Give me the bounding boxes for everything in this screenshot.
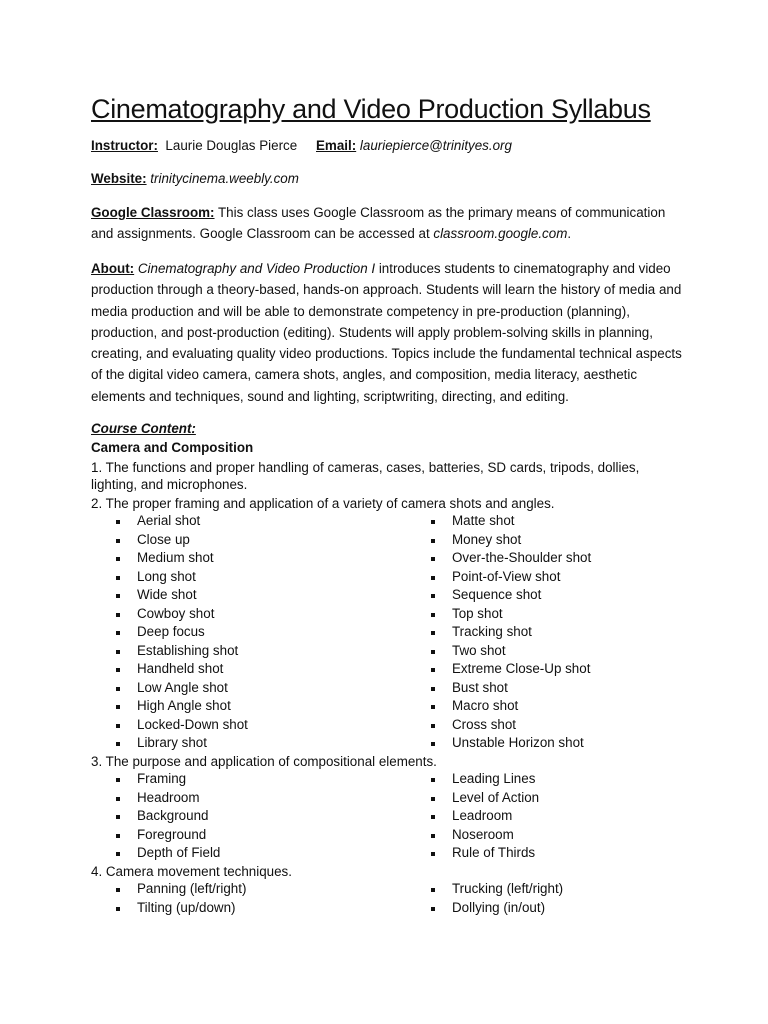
instructor-name: Laurie Douglas Pierce [165, 138, 298, 153]
list-item: Top shot [431, 605, 591, 624]
page-title: Cinematography and Video Production Syllabus [91, 94, 651, 124]
camera-composition-heading: Camera and Composition [91, 440, 254, 455]
movement-list-left [116, 880, 246, 917]
list-item: Tracking shot [431, 623, 591, 642]
list-item: Sequence shot [431, 586, 591, 605]
google-classroom-link: classroom.google.com [433, 226, 568, 242]
instructor-line [91, 137, 297, 155]
list-item: Matte shot [431, 512, 591, 531]
list-item: Bust shot [431, 679, 591, 698]
list-item: Tilting (up/down) [116, 899, 246, 918]
list-item: Framing [116, 770, 220, 789]
content-item-1: 1. The functions and proper handling of cameras, cases, batteries, SD cards, tripods, dollies, lighting, and microphones. [91, 460, 640, 492]
email-label: Email: [316, 138, 357, 153]
about-paragraph [91, 258, 689, 407]
list-item: Rule of Thirds [431, 844, 539, 863]
google-classroom-paragraph [91, 202, 689, 245]
course-content-heading: Course Content: [91, 421, 196, 436]
list-item: Depth of Field [116, 844, 220, 863]
list-item: Money shot [431, 531, 591, 550]
instructor-label: Instructor: [91, 138, 158, 153]
list-item: Deep focus [116, 623, 248, 642]
list-item: Two shot [431, 642, 591, 661]
composition-list-right [431, 770, 539, 863]
list-item: Aerial shot [116, 512, 248, 531]
list-item: Panning (left/right) [116, 880, 246, 899]
list-item: Handheld shot [116, 660, 248, 679]
list-item: Point-of-View shot [431, 568, 591, 587]
content-item-2: 2. The proper framing and application of a variety of camera shots and angles. [91, 496, 555, 511]
shots-list-left [116, 512, 248, 753]
list-item: Trucking (left/right) [431, 880, 563, 899]
shots-list-right [431, 512, 591, 753]
list-item: Leadroom [431, 807, 539, 826]
about-label: About: [91, 261, 135, 276]
list-item: Locked-Down shot [116, 716, 248, 735]
list-item: Cowboy shot [116, 605, 248, 624]
list-item: Background [116, 807, 220, 826]
list-item: Extreme Close-Up shot [431, 660, 591, 679]
google-classroom-label: Google Classroom: [91, 205, 215, 220]
list-item: Noseroom [431, 826, 539, 845]
list-item: Long shot [116, 568, 248, 587]
about-text: introduces students to cinematography and video production through a theory-based, hands-on approach. Students will learn the history of media and media production and will be able to demonstrate competency in pre-production (planning), production, and post-production (editing). Students will apply problem-solving skills in planning, creating, and evaluating quality video productions. Topics include the fundamental technical aspects of the digital video camera, camera shots, angles, and composition, media literacy, aesthetic elements and techniques, sound and lighting, scriptwriting, directing, and editing. [91, 261, 682, 404]
content-item-4: 4. Camera movement techniques. [91, 864, 292, 879]
website-value: trinitycinema.weebly.com [150, 171, 299, 186]
list-item: Wide shot [116, 586, 248, 605]
list-item: Macro shot [431, 697, 591, 716]
list-item: Close up [116, 531, 248, 550]
website-label: Website: [91, 171, 147, 186]
list-item: Establishing shot [116, 642, 248, 661]
about-course-name: Cinematography and Video Production I [137, 261, 376, 276]
list-item: Dollying (in/out) [431, 899, 563, 918]
list-item: Level of Action [431, 789, 539, 808]
list-item: Cross shot [431, 716, 591, 735]
composition-list-left [116, 770, 220, 863]
google-classroom-end: . [567, 226, 572, 242]
list-item: Low Angle shot [116, 679, 248, 698]
list-item: High Angle shot [116, 697, 248, 716]
list-item: Foreground [116, 826, 220, 845]
list-item: Library shot [116, 734, 248, 753]
list-item: Leading Lines [431, 770, 539, 789]
list-item: Over-the-Shoulder shot [431, 549, 591, 568]
google-classroom-text: This class uses Google Classroom as the primary means of communication and assignments. Google Classroom can be accessed at [91, 205, 666, 242]
email-line [316, 137, 512, 155]
movement-list-right [431, 880, 563, 917]
list-item: Unstable Horizon shot [431, 734, 591, 753]
content-item-3: 3. The purpose and application of compositional elements. [91, 754, 437, 769]
list-item: Medium shot [116, 549, 248, 568]
list-item: Headroom [116, 789, 220, 808]
website-line [91, 170, 299, 188]
email-value: lauriepierce@trinityes.org [359, 138, 512, 153]
